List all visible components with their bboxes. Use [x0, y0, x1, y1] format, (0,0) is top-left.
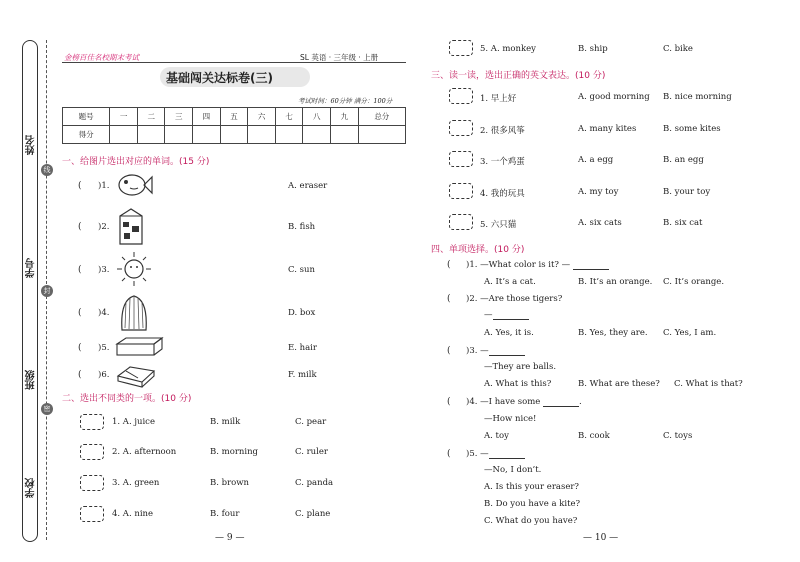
answer-box[interactable] — [449, 40, 473, 56]
score-header-cell: 六 — [248, 108, 276, 126]
s1-q2-number: )2. — [98, 222, 110, 232]
box-icon — [114, 334, 166, 358]
s3-q3-b: B. an egg — [663, 155, 704, 165]
name-label: 姓名 — [26, 135, 37, 155]
s4-q1-stem: )1. —What color is it? — — [466, 260, 609, 270]
s4-q3-b: B. What are these? — [578, 379, 660, 389]
s3-q4-b: B. your toy — [663, 187, 711, 197]
s3-q3-a: A. a egg — [578, 155, 614, 165]
score-header-cell: 五 — [220, 108, 248, 126]
s3-q4: 4. 我的玩具 — [480, 189, 525, 199]
seal-circle-seal: 封 — [41, 285, 53, 297]
s1-q1-number: )1. — [98, 181, 110, 191]
s4-q4-line2: —How nice! — [484, 414, 537, 424]
s4-q4-c: C. toys — [663, 431, 693, 441]
s1-q4-number: )4. — [98, 308, 110, 318]
s2-q1-a: 1. A. juice — [112, 417, 155, 427]
s4-q2-line2: — — [484, 310, 529, 320]
s1-option-a: A. eraser — [288, 181, 328, 191]
s3-q5: 5. 六只猫 — [480, 220, 517, 230]
score-header-cell: 三 — [165, 108, 193, 126]
answer-box[interactable] — [449, 214, 473, 230]
s3-q1-b: B. nice morning — [663, 92, 732, 102]
s2-q4-a: 4. A. nine — [112, 509, 154, 519]
s4-q2-stem: )2. —Are those tigers? — [466, 294, 563, 304]
s4-q1-c: C. It’s orange. — [663, 277, 725, 287]
answer-box[interactable] — [80, 506, 104, 522]
s3-q5-b: B. six cat — [663, 218, 703, 228]
s2-q4-c: C. plane — [295, 509, 331, 519]
answer-box[interactable] — [449, 88, 473, 104]
section2-title: 二、选出不同类的一项。(10 分) — [62, 394, 192, 404]
s3-q4-a: A. my toy — [578, 187, 619, 197]
score-header-cell: 七 — [275, 108, 303, 126]
answer-blank[interactable] — [493, 311, 529, 320]
answer-box[interactable] — [449, 120, 473, 136]
s3-q2-b: B. some kites — [663, 124, 721, 134]
s4-q4-b: B. cook — [578, 431, 610, 441]
score-header-cell: 总分 — [358, 108, 405, 126]
s4-q2-b: B. Yes, they are. — [578, 328, 648, 338]
answer-box[interactable] — [449, 151, 473, 167]
s4-q1-b: B. It’s an orange. — [578, 277, 653, 287]
answer-box[interactable] — [449, 183, 473, 199]
s1-q6-number: )6. — [98, 370, 110, 380]
brand-text: 金榜百佳名校期末考试 — [64, 53, 139, 62]
s1-option-e: E. hair — [288, 343, 317, 353]
class-label: 班级 — [26, 370, 37, 390]
s4-q3-c: C. What is that? — [674, 379, 743, 389]
s1-q3-number: )3. — [98, 265, 110, 275]
seal-circle-secret: 密 — [41, 403, 53, 415]
score-header-cell: 一 — [110, 108, 138, 126]
answer-blank[interactable] — [543, 398, 579, 407]
section4-title: 四、单项选择。(10 分) — [431, 245, 525, 255]
s4-q4-stem: )4. —I have some . — [466, 397, 582, 407]
s1-option-b: B. fish — [288, 222, 316, 232]
s2-q2-b: B. morning — [210, 447, 258, 457]
answer-box[interactable] — [80, 475, 104, 491]
score-table — [62, 107, 406, 144]
s3-q5-a: A. six cats — [578, 218, 622, 228]
eraser-icon — [114, 362, 158, 388]
s2-q5-c: C. bike — [663, 44, 693, 54]
s4-q3-line2: —They are balls. — [484, 362, 557, 372]
s4-q5-line2: —No, I don’t. — [484, 465, 542, 475]
s3-q3: 3. 一个鸡蛋 — [480, 157, 525, 167]
s2-q2-a: 2. A. afternoon — [112, 447, 177, 457]
s2-q2-c: C. ruler — [295, 447, 328, 457]
s4-q3-a: A. What is this? — [484, 379, 552, 389]
exam-info: 考试时间：60分钟 满分：100分 — [298, 97, 393, 105]
s4-q2-c: C. Yes, I am. — [663, 328, 717, 338]
subject-label: SL 英语 · 三年级 · 上册 — [300, 53, 379, 62]
s4-q2-a: A. Yes, it is. — [484, 328, 534, 338]
s4-q5-stem: )5. — — [466, 449, 525, 459]
sun-icon — [114, 250, 154, 288]
s1-option-d: D. box — [288, 308, 316, 318]
answer-blank[interactable] — [489, 347, 525, 356]
s2-q3-b: B. brown — [210, 478, 250, 488]
s2-q5-b: B. ship — [578, 44, 608, 54]
answer-box[interactable] — [80, 414, 104, 430]
score-header-row — [63, 108, 406, 126]
answer-blank[interactable] — [573, 261, 609, 270]
seal-circle-line: 线 — [41, 164, 53, 176]
binding-box — [22, 40, 38, 542]
s2-q5-a: 5. A. monkey — [480, 44, 536, 54]
score-row-label: 得分 — [63, 126, 110, 144]
score-value-row — [63, 126, 406, 144]
s3-q1: 1. 早上好 — [480, 94, 517, 104]
s4-q1-a: A. It’s a cat. — [484, 277, 536, 287]
s1-option-f: F. milk — [288, 370, 317, 380]
binding-margin — [0, 0, 52, 562]
header-rule — [62, 62, 406, 63]
s4-q5-b: B. Do you have a kite? — [484, 499, 581, 509]
s3-q1-a: A. good morning — [578, 92, 650, 102]
s2-q3-c: C. panda — [295, 478, 334, 488]
page-title: 基础闯关达标卷(三) — [166, 71, 273, 85]
s3-q2: 2. 很多风筝 — [480, 126, 525, 136]
score-header-cell: 二 — [137, 108, 165, 126]
milk-carton-icon — [114, 206, 148, 246]
score-header-cell: 九 — [331, 108, 359, 126]
student-id-label: 学号 — [26, 258, 37, 278]
s3-q2-a: A. many kites — [578, 124, 637, 134]
page-number-right: — 10 — — [583, 533, 619, 543]
answer-blank[interactable] — [489, 450, 525, 459]
page-number-left: — 9 — — [215, 533, 245, 543]
score-header-cell: 题号 — [63, 108, 110, 126]
score-header-cell: 四 — [193, 108, 221, 126]
fish-icon — [114, 168, 154, 202]
s4-q5-c: C. What do you have? — [484, 516, 578, 526]
school-label: 学校 — [26, 478, 37, 498]
hair-icon — [114, 292, 154, 334]
s2-q1-b: B. milk — [210, 417, 241, 427]
s2-q3-a: 3. A. green — [112, 478, 160, 488]
s1-option-c: C. sun — [288, 265, 315, 275]
s2-q4-b: B. four — [210, 509, 240, 519]
s4-q5-a: A. Is this your eraser? — [484, 482, 579, 492]
answer-box[interactable] — [80, 444, 104, 460]
section1-title: 一、给图片选出对应的单词。(15 分) — [62, 157, 210, 167]
s2-q1-c: C. pear — [295, 417, 327, 427]
s1-q5-number: )5. — [98, 343, 110, 353]
score-header-cell: 八 — [303, 108, 331, 126]
s4-q3-stem: )3. — — [466, 346, 525, 356]
s4-q4-a: A. toy — [484, 431, 509, 441]
section3-title: 三、读一读，选出正确的英文表达。(10 分) — [431, 71, 606, 81]
